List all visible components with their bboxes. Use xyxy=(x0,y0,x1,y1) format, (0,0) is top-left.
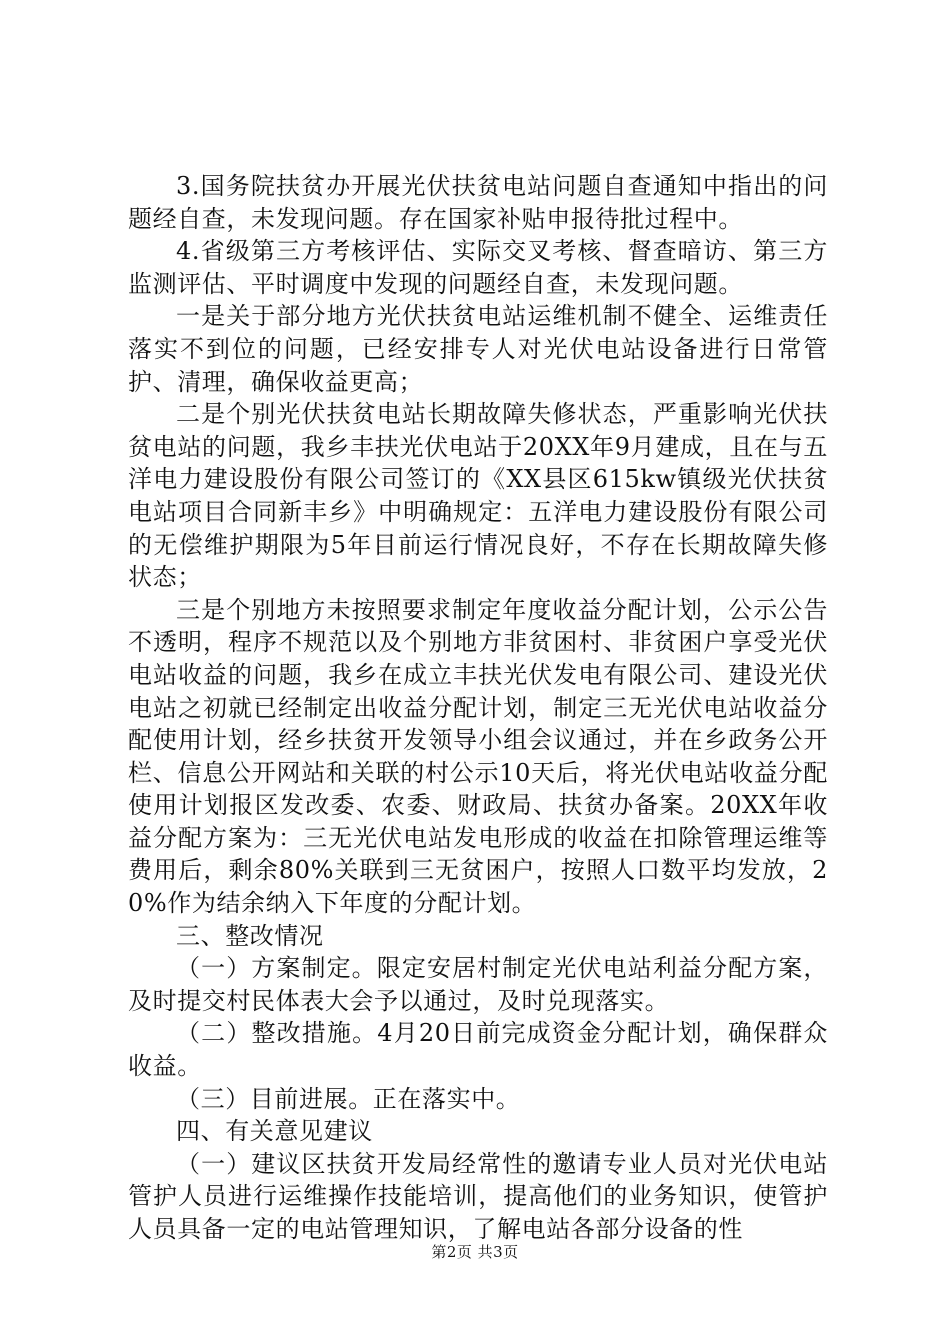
paragraph-item-4-third-party-assessment: 4.省级第三方考核评估、实际交叉考核、督查暗访、第三方监测评估、平时调度中发现的问题经自查，未发现问题。 xyxy=(128,237,828,298)
paragraph-rectification-measures: （二）整改措施。4月20日前完成资金分配计划，确保群众收益。 xyxy=(128,1019,828,1081)
paragraph-current-progress: （三）目前进展。正在落实中。 xyxy=(176,1084,521,1113)
paragraph-suggestion-one: （一）建议区扶贫开发局经常性的邀请专业人员对光伏电站管护人员进行运维操作技能培训，提高他们的业务知识，使管护人员具备一定的电站管理知识，了解电站各部分设备的性 xyxy=(128,1149,828,1243)
paragraph-item-3-self-check: 3.国务院扶贫办开展光伏扶贫电站问题自查通知中指出的问题经自查，未发现问题。存在国家补贴申报待批过程中。 xyxy=(128,172,828,233)
paragraph-issue-two: 二是个别光伏扶贫电站长期故障失修状态，严重影响光伏扶贫电站的问题，我乡丰扶光伏电站于20XX年9月建成，且在与五洋电力建设股份有限公司签订的《XX县区615kw镇级光伏扶贫电站项目合同新丰乡》中明确规定：五洋电力建设股份有限公司的无偿维护期限为5年目前运行情况良好，不存在长期故障失修状态； xyxy=(128,400,828,592)
paragraph-plan-formulation: （一）方案制定。限定安居村制定光伏电站利益分配方案，及时提交村民体表大会予以通过，及时兑现落实。 xyxy=(128,954,828,1015)
section-heading-suggestions: 四、有关意见建议 xyxy=(176,1117,373,1146)
page-number-footer: 第2页 共3页 xyxy=(431,1243,519,1261)
section-heading-rectification: 三、整改情况 xyxy=(176,921,324,950)
paragraph-issue-three: 三是个别地方未按照要求制定年度收益分配计划，公示公告不透明，程序不规范以及个别地方非贫困村、非贫困户享受光伏电站收益的问题，我乡在成立丰扶光伏发电有限公司、建设光伏电站之初就已经制定出收益分配计划，制定三无光伏电站收益分配使用计划，经乡扶贫开发领导小组会议通过，并在乡政务公开栏、信息公开网站和关联的村公示10天后，将光伏电站收益分配使用计划报区发改委、农委、财政局、扶贫办备案。20XX年收益分配方案为：三无光伏电站发电形成的收益在扣除管理运维等费用后，剩余80%关联到三无贫困户，按照人口数平均发放，20%作为结余纳入下年度的分配计划。 xyxy=(128,595,828,918)
paragraph-issue-one: 一是关于部分地方光伏扶贫电站运维机制不健全、运维责任落实不到位的问题，已经安排专人对光伏电站设备进行日常管护、清理，确保收益更高； xyxy=(128,302,828,396)
document-body xyxy=(128,170,828,1246)
